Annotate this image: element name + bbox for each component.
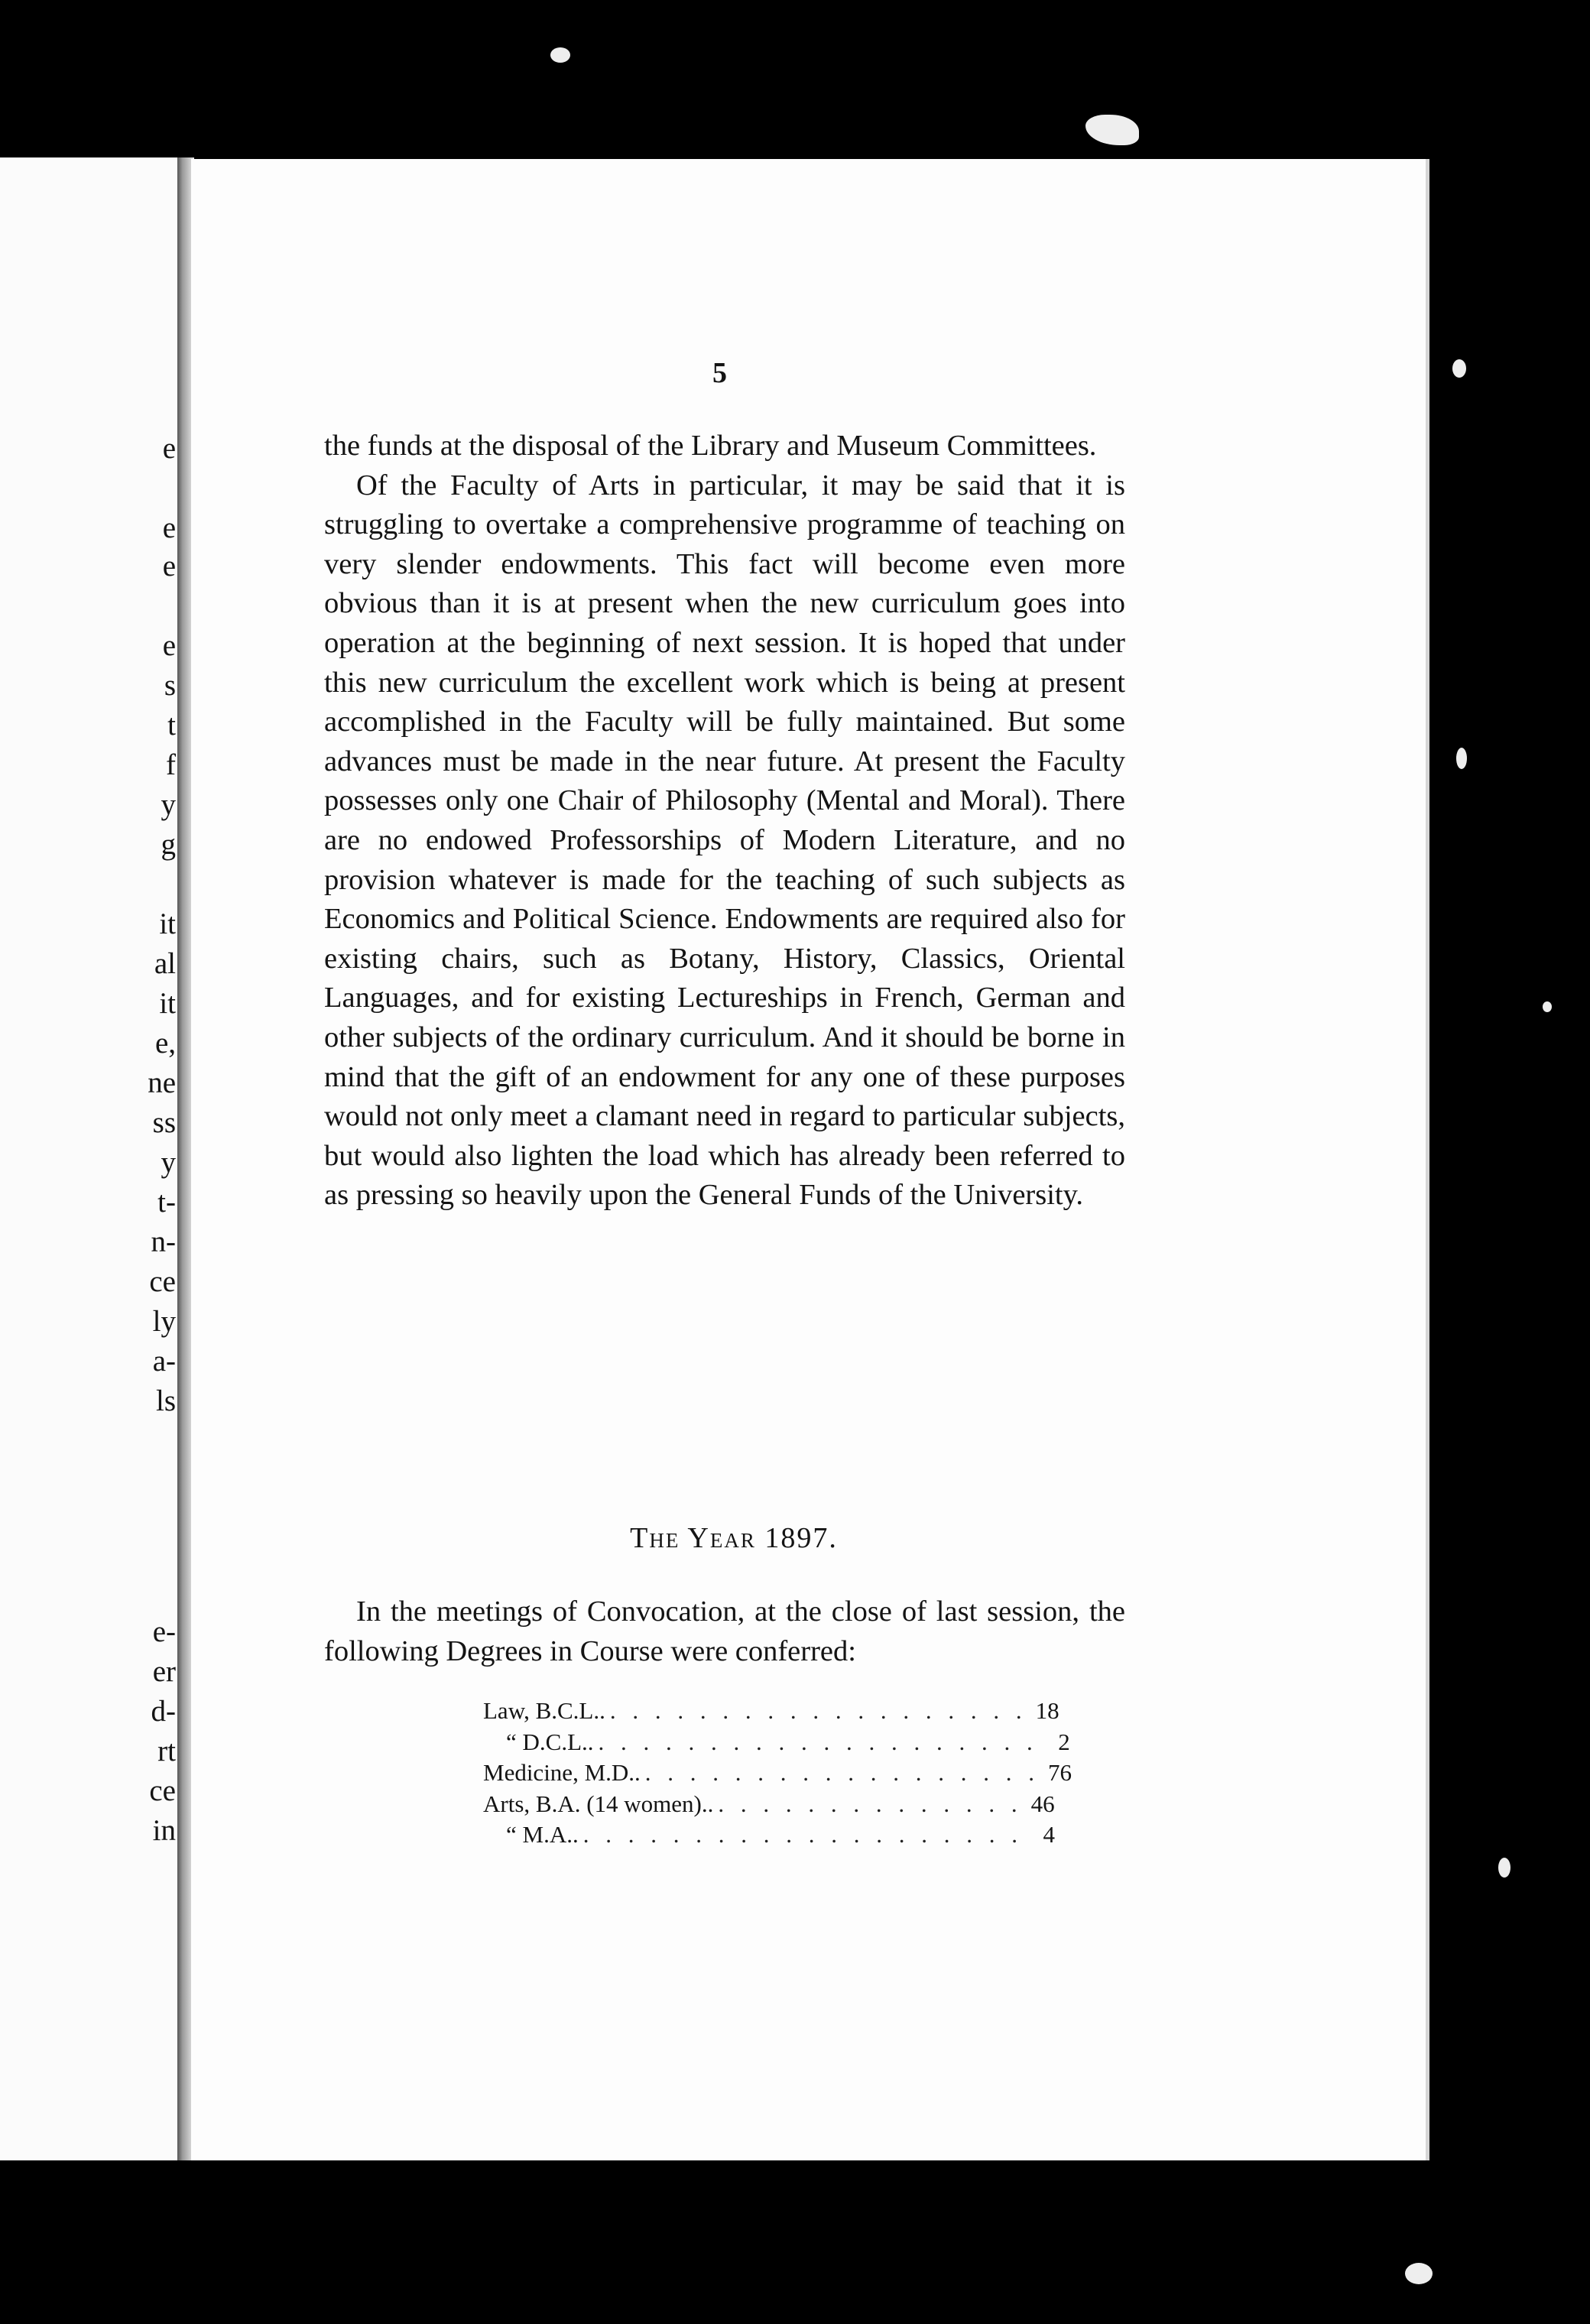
table-row	[483, 1758, 1072, 1789]
paragraph-convocation: In the meetings of Convocation, at the close of last session, the following Degrees in Course were conferred:	[324, 1595, 1125, 1667]
fragment: y	[161, 788, 176, 821]
fragment: g	[161, 828, 176, 861]
scan-dust	[1543, 1001, 1552, 1012]
fragment: er	[152, 1655, 176, 1688]
fragment: rt	[157, 1735, 176, 1767]
fragment: t	[167, 709, 176, 742]
table-row	[483, 1789, 1055, 1820]
degree-count: 18	[1035, 1697, 1059, 1724]
fragment: it	[159, 907, 176, 940]
degree-label: “ M.A..	[506, 1821, 579, 1848]
section-body	[324, 1592, 1125, 1671]
degree-label: Arts, B.A. (14 women)..	[483, 1790, 714, 1817]
fragment: ls	[155, 1384, 176, 1417]
scan-dust	[550, 47, 570, 63]
fragment: t-	[157, 1186, 176, 1219]
degree-label: Law, B.C.L..	[483, 1697, 605, 1724]
fragment: e-	[152, 1615, 176, 1648]
fragment: it	[159, 987, 176, 1020]
table-row	[483, 1727, 1070, 1758]
degree-count: 4	[1043, 1821, 1055, 1848]
fragment: in	[152, 1814, 176, 1847]
page-edge	[1426, 159, 1429, 2160]
fragment: ss	[152, 1106, 176, 1139]
fragment: al	[154, 947, 176, 980]
fragment: y	[161, 1146, 176, 1179]
degree-count: 76	[1048, 1759, 1072, 1786]
degree-label: “ D.C.L..	[506, 1728, 594, 1755]
table-row	[483, 1696, 1059, 1727]
degree-label: Medicine, M.D..	[483, 1759, 641, 1786]
section-heading: The Year 1897.	[630, 1522, 838, 1554]
paragraph-continued: the funds at the disposal of the Library and Museum Committees.	[324, 430, 1097, 462]
dot-leader: . . . . . . . . . . . . . . . . . . .	[609, 1697, 1027, 1724]
fragment: ne	[148, 1066, 176, 1099]
fragment: ce	[149, 1774, 176, 1807]
scan-dust	[1405, 2263, 1433, 2284]
dot-leader: . . . . . . . . . . . . . .	[718, 1790, 1023, 1817]
fragment: e,	[154, 1027, 176, 1060]
fragment: e	[162, 629, 176, 662]
scan-dust	[1456, 748, 1467, 769]
facing-page	[0, 157, 183, 2160]
fragment: e	[162, 550, 176, 583]
fragment: ly	[152, 1305, 176, 1338]
body-text	[324, 427, 1125, 1216]
degrees-table	[483, 1696, 1072, 1851]
scan-dust	[1452, 359, 1466, 378]
fragment: s	[164, 669, 176, 702]
degree-count: 2	[1058, 1728, 1070, 1755]
dot-leader: . . . . . . . . . . . . . . . . . . . .	[598, 1728, 1038, 1755]
fragment: ce	[149, 1265, 176, 1298]
fragment: a-	[152, 1345, 176, 1378]
table-row	[483, 1819, 1055, 1851]
page-number: 5	[712, 357, 727, 389]
scan-dust	[1085, 115, 1139, 145]
dot-leader: . . . . . . . . . . . . . . . . . .	[644, 1759, 1040, 1786]
fragment: f	[166, 748, 176, 781]
fragment: e	[162, 432, 176, 465]
fragment: d-	[151, 1695, 176, 1728]
degree-count: 46	[1030, 1790, 1055, 1817]
scan-dust	[1498, 1858, 1510, 1878]
dot-leader: . . . . . . . . . . . . . . . . . . . .	[582, 1821, 1023, 1848]
fragment: n-	[151, 1225, 176, 1258]
paragraph-faculty-of-arts: Of the Faculty of Arts in particular, it may be said that it is struggling to overtake a comprehensive programme of teaching on very slender endowments. This fact will become even more obvious than it is at present when the new curriculum goes into operation at the beginning of next session. It is hoped that under this new curriculum the excellent work which is being at present accomplished in the Faculty will be fully maintained. But some advances must be made in the near future. At present the Faculty possesses only one Chair of Philosophy (Mental and Moral). There are no endowed Professorships of Modern Literature, and no provision whatever is made for the teaching of such subjects as Economics and Political Science. Endowments are required also for existing chairs, such as Botany, History, Classics, Oriental Languages, and for existing Lectureships in French, German and other subjects of the ordinary curriculum. And it should be borne in mind that the gift of an endowment for any one of these purposes would not only meet a clamant need in regard to particular subjects, but would also lighten the load which has already been referred to as pressing so heavily upon the General Funds of the University.	[324, 469, 1125, 1212]
fragment: e	[162, 511, 176, 544]
